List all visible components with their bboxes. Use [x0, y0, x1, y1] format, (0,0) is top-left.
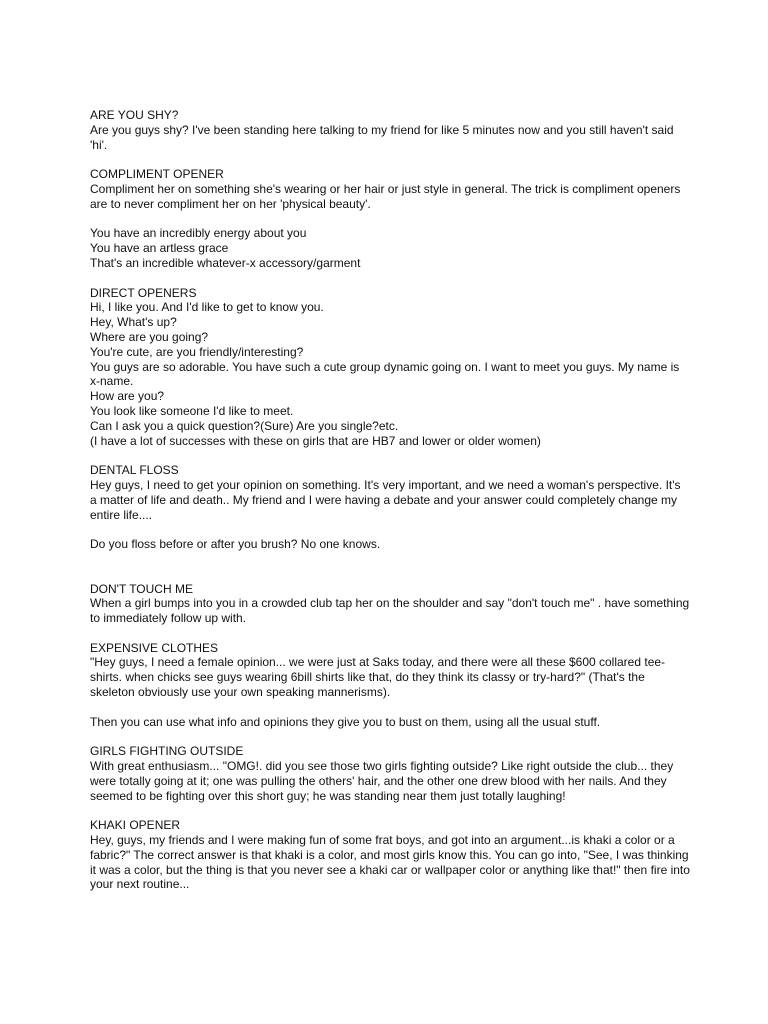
paragraph: Are you guys shy? I've been standing here talking to my friend for like 5 minutes now and you still haven't said 'hi'. — [90, 122, 674, 152]
list-item: You're cute, are you friendly/interesting? — [90, 344, 304, 359]
section-heading: KHAKI OPENER — [90, 818, 181, 833]
section-heading: DENTAL FLOSS — [90, 463, 179, 478]
list-item: Hey, What's up? — [90, 315, 177, 330]
paragraph: When a girl bumps into you in a crowded club tap her on the shoulder and say "don't touch me" . have something to immediately follow up with. — [90, 596, 690, 626]
section-expensive-clothes — [90, 641, 690, 730]
section-heading: ARE YOU SHY? — [90, 108, 179, 122]
list-item: (I have a lot of successes with these on girls that are HB7 and lower or older women) — [90, 433, 541, 448]
list-item: How are you? — [90, 389, 165, 404]
section-girls-fighting-outside — [90, 744, 690, 803]
section-dont-touch-me — [90, 582, 690, 626]
list-item: Can I ask you a quick question?(Sure) Are you single?etc. — [90, 418, 399, 433]
section-are-you-shy — [90, 108, 690, 152]
section-heading: DIRECT OPENERS — [90, 285, 197, 300]
paragraph: Then you can use what info and opinions they give you to bust on them, using all the usual stuff. — [90, 714, 601, 729]
list-item: You look like someone I'd like to meet. — [90, 403, 294, 418]
section-dental-floss — [90, 463, 690, 552]
list-item: That's an incredible whatever-x accessory/garment — [90, 255, 361, 270]
paragraph: Do you floss before or after you brush? No one knows. — [90, 537, 381, 552]
list-item: You have an artless grace — [90, 241, 229, 256]
section-direct-openers — [90, 286, 690, 449]
list-item: Where are you going? — [90, 329, 209, 344]
spacer — [90, 448, 690, 463]
section-heading: DON'T TOUCH ME — [90, 581, 193, 596]
spacer — [90, 803, 690, 818]
paragraph: Hey, guys, my friends and I were making fun of some frat boys, and got into an argument...is khaki a color or a fabric?" The correct answer is that khaki is a color, and most girls know this. You can go into, "See, I was thinking it was a color, but the thing is that you never see a khaki car or wallpaper color or anything like that!" then fire into your next routine... — [90, 833, 690, 892]
paragraph: Hey guys, I need to get your opinion on something. It's very important, and we need a woman's perspective. It's a matter of life and death.. My friend and I were having a debate and your answer could completely change my entire life.... — [90, 477, 681, 522]
section-khaki-opener — [90, 818, 690, 892]
paragraph: With great enthusiasm... "OMG!. did you see those two girls fighting outside? Like right outside the club... they were totally going at it; one was pulling the others' hair, and the other one drew blood with her nails. And they seemed to be fighting over this short guy; he was standing near them just totally laughing! — [90, 759, 674, 803]
section-heading: COMPLIMENT OPENER — [90, 167, 224, 182]
spacer — [90, 271, 690, 286]
spacer — [90, 212, 690, 227]
spacer — [90, 152, 690, 167]
spacer — [90, 626, 690, 641]
spacer — [90, 552, 690, 567]
spacer — [90, 700, 690, 715]
list-item: You have an incredibly energy about you — [90, 226, 307, 241]
list-item: You guys are so adorable. You have such a cute group dynamic going on. I want to meet you guys. My name is x-name. — [90, 359, 680, 389]
section-compliment-opener — [90, 167, 690, 271]
paragraph: "Hey guys, I need a female opinion... we were just at Saks today, and there were all these $600 collared tee-shirts. when chicks see guys wearing 6bill shirts like that, do they think its classy or try-hard?" (That's the skeleton obviously use your own speaking mannerisms). — [90, 655, 666, 700]
list-item: Hi, I like you. And I'd like to get to know you. — [90, 300, 324, 315]
spacer — [90, 522, 690, 537]
document-page — [90, 108, 690, 892]
section-heading: EXPENSIVE CLOTHES — [90, 640, 219, 655]
section-heading: GIRLS FIGHTING OUTSIDE — [90, 744, 244, 759]
spacer — [90, 729, 690, 744]
spacer — [90, 567, 690, 582]
paragraph: Compliment her on something she's wearing or her hair or just style in general. The trick is compliment openers are to never compliment her on her 'physical beauty'. — [90, 181, 681, 211]
